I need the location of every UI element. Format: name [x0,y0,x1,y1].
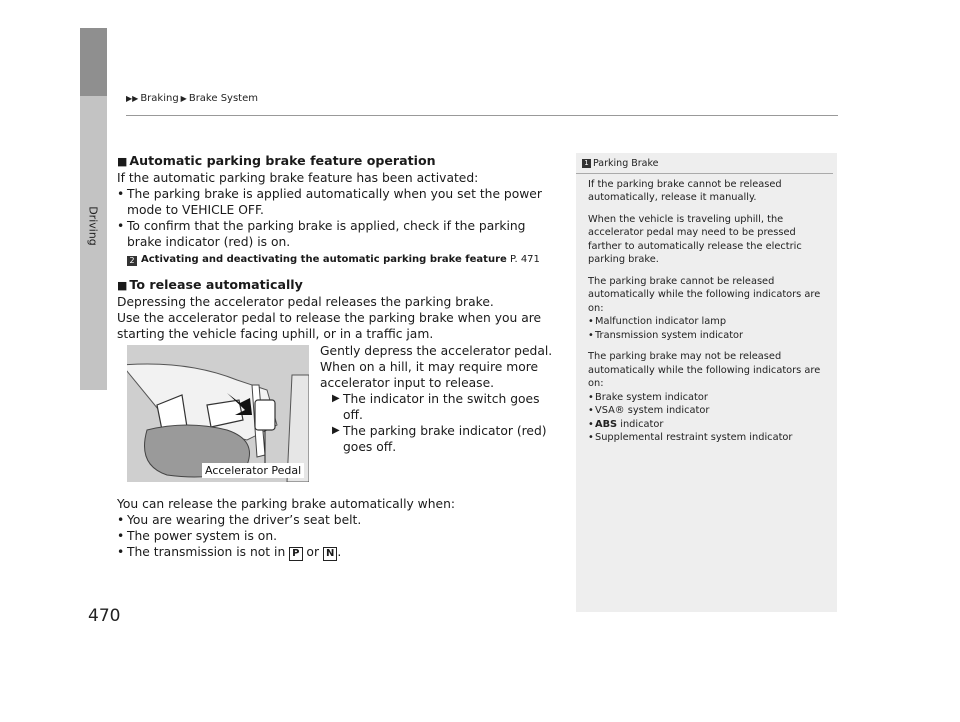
xref-icon: 2 [127,256,137,266]
note-paragraph: The parking brake cannot be released automatically while the following indicators are on: [588,275,821,314]
breadcrumb [126,93,258,104]
release-intro: You can release the parking brake automatically when: [117,497,456,511]
side-tab-label: Driving [86,206,100,246]
note-paragraph: The parking brake may not be released automatically while the following indicators are on: [588,351,821,389]
release-conditions [117,496,557,561]
figure-label: Accelerator Pedal [202,463,304,478]
bullet-icon: • [117,219,125,233]
note-paragraph: When the vehicle is traveling uphill, the accelerator pedal may need to be pressed farther to automatically release the electric parking brake. [588,213,802,265]
section-heading-release: ■ To release automatically [117,277,303,292]
breadcrumb-item-brake-system[interactable]: Brake System [188,93,258,104]
list-item: • Malfunction indicator lamp [588,316,727,327]
breadcrumb-arrow-icon: ▶▶ [126,94,139,103]
instruction-note: When on a hill, it may require more accelerator input to release. [320,360,539,390]
list-item: ▶ The indicator in the switch goes off. [332,392,540,422]
breadcrumb-arrow-icon: ▶ [180,94,187,103]
list-item: • VSA® system indicator [588,405,710,416]
cross-reference-link[interactable]: 2 Activating and deactivating the automatic parking brake feature P. 471 [127,252,557,268]
bullet-icon: • [588,405,594,416]
breadcrumb-item-braking[interactable]: Braking [140,93,179,104]
bullet-icon: • [117,529,125,543]
side-note-panel [576,153,837,612]
main-content [117,153,557,342]
bullet-icon: • [117,513,125,527]
list-item: • To confirm that the parking brake is applied, check if the parking brake indicator (red) is on. [117,219,526,249]
gear-key-n: N [323,547,337,561]
bullet-icon: • [588,316,594,327]
header-rule [126,115,838,116]
list-item: • Transmission system indicator [588,329,744,341]
heading-square-icon: ■ [117,155,128,168]
list-item: • You are wearing the driver’s seat belt. [117,513,362,527]
heading-square-icon: ■ [117,279,128,292]
result-arrow-icon: ▶ [332,425,340,436]
section-heading-automatic: ■ Automatic parking brake feature operation [117,153,436,168]
list-item: • Brake system indicator [588,391,708,403]
list-item: • The power system is on. [117,529,278,543]
section1-intro: If the automatic parking brake feature has been activated: [117,171,479,185]
list-item: • The parking brake is applied automatically when you set the power mode to VEHICLE OFF. [117,187,542,217]
page-number: 470 [88,606,121,626]
bullet-icon: • [588,391,594,403]
bullet-icon: • [588,329,594,341]
accelerator-pedal-illustration [127,345,309,482]
bullet-icon: • [117,545,125,559]
side-tab-marker [80,28,107,96]
list-item: ▶ The parking brake indicator (red) goes off. [332,424,547,454]
section2-paragraph-2: Use the accelerator pedal to release the parking brake when you are starting the vehicle facing uphill, or in a traffic jam. [117,311,542,341]
figure-instructions [320,343,560,455]
list-item: • ABS indicator [588,418,664,430]
bullet-icon: • [588,418,594,430]
list-item: • Supplemental restraint system indicator [588,432,793,443]
note-marker-icon: 1 [582,159,591,168]
note-title: 1 Parking Brake [576,153,833,174]
gear-key-p: P [289,547,302,561]
bullet-icon: • [117,187,125,201]
list-item: • The transmission is not in P or N . [117,545,342,559]
note-paragraph: If the parking brake cannot be released automatically, release it manually. [588,178,782,203]
instruction-step: Gently depress the accelerator pedal. [320,344,553,358]
bullet-icon: • [588,432,594,443]
result-arrow-icon: ▶ [332,393,340,404]
section2-paragraph-1: Depressing the accelerator pedal releases the parking brake. [117,295,494,309]
